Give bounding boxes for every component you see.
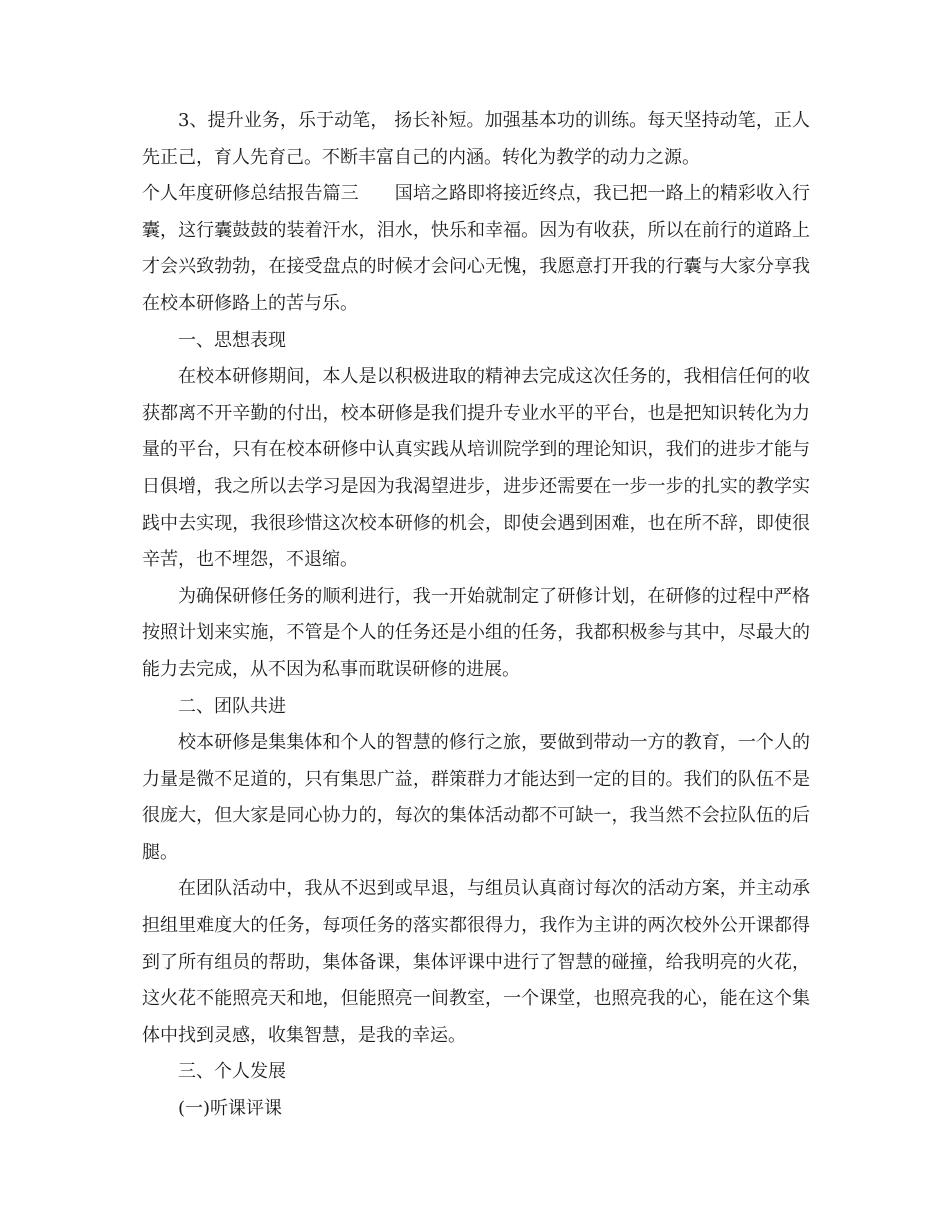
subsection-heading-lesson-review: (一)听课评课 [178,1098,283,1120]
paragraph-plan: 为确保研修任务的顺利进行，我一开始就制定了研修计划，在研修的过程中严格按照计划来实施，不管是个人的任务还是小组的任务，我都积极参与其中，尽最大的能力去完成，从不因为私事而耽误研修的进展。 [142,585,810,680]
section-heading-thought: 一、思想表现 [178,329,286,351]
section-heading-personal: 三、个人发展 [178,1061,286,1083]
paragraph-team-body: 校本研修是集集体和个人的智慧的修行之旅，要做到带动一方的教育，一个人的力量是微不足道的，只有集思广益，群策群力才能达到一定的目的。我们的队伍不是很庞大，但大家是同心协力的，每次的集体活动都不可缺一，我当然不会拉队伍的后腿。 [142,732,810,863]
paragraph-thought-body: 在校本研修期间，本人是以积极进取的精神去完成这次任务的，我相信任何的收获都离不开辛勤的付出，校本研修是我们提升专业水平的平台，也是把知识转化为力量的平台，只有在校本研修中认真实践从培训院学到的理论知识，我们的进步才能与日俱增，我之所以去学习是因为我渴望进步，进步还需要在一步一步的扎实的教学实践中去实现，我很珍惜这次校本研修的机会，即使会遇到困难，也在所不辞，即使很辛苦，也不埋怨，不退缩。 [142,366,810,571]
document-page [142,103,810,1128]
paragraph-report-intro: 个人年度研修总结报告篇三 国培之路即将接近终点，我已把一路上的精彩收入行囊，这行囊鼓鼓的装着汗水，泪水，快乐和幸福。因为有收获，所以在前行的道路上才会兴致勃勃，在接受盘点的时候才会问心无愧，我愿意打开我的行囊与大家分享我在校本研修路上的苦与乐。 [142,183,810,314]
section-heading-team: 二、团队共进 [178,695,286,717]
paragraph-skill-improvement: 3、提升业务，乐于动笔， 扬长补短。加强基本功的训练。每天坚持动笔，正人先正己，育人先育己。不断丰富自己的内涵。转化为教学的动力之源。 [142,110,810,168]
paragraph-team-activity: 在团队活动中，我从不迟到或早退，与组员认真商讨每次的活动方案，并主动承担组里难度大的任务，每项任务的落实都很得力，我作为主讲的两次校外公开课都得到了所有组员的帮助，集体备课，集体评课中进行了智慧的碰撞，给我明亮的火花，这火花不能照亮天和地，但能照亮一间教室，一个课堂，也照亮我的心，能在这个集体中找到灵感，收集智慧，是我的幸运。 [142,878,810,1046]
